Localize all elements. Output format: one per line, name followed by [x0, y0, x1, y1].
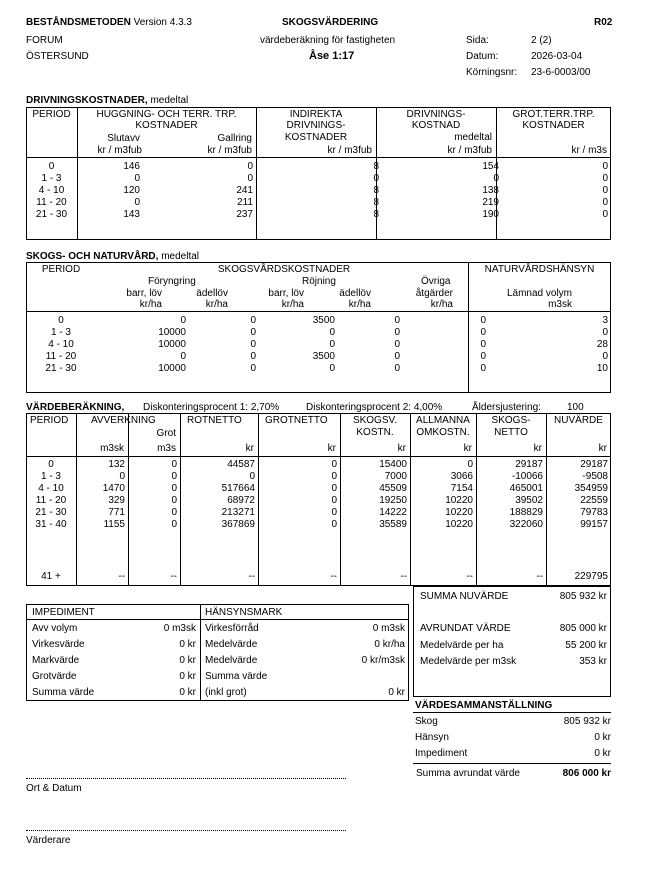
varde-row-cell: 213271 — [221, 507, 255, 518]
drivning-row-cell: 0 — [602, 209, 608, 220]
drivning-row-cell: 0 — [48, 161, 55, 172]
drivning-period-header: PERIOD — [32, 109, 71, 120]
drivning-row-cell: 120 — [123, 185, 140, 196]
run-value: 23-6-0003/00 — [531, 67, 591, 78]
sammanstallning-row-value: 0 kr — [594, 732, 611, 743]
org-city: ÖSTERSUND — [26, 51, 89, 62]
varde-row-cell: 0 — [171, 471, 177, 482]
varde-row-cell: 0 — [171, 495, 177, 506]
varde-row — [26, 519, 611, 531]
skogsvard-row-cell: 0 — [180, 351, 186, 362]
impediment-row-label: Markvärde — [32, 655, 80, 666]
varde-row-cell: -10066 — [511, 471, 543, 482]
varde-allmanna-header: ALLMANNA — [416, 415, 470, 426]
version-label: Version 4.3.3 — [133, 17, 192, 28]
varde-row-cell: -- — [536, 571, 543, 582]
drivning-row — [26, 209, 611, 221]
drivning-kostnad-header: DRIVNINGS- — [406, 109, 466, 120]
skogsvard-row-cell: 0 — [394, 363, 400, 374]
impediment-row-value: 0 kr — [179, 687, 196, 698]
drivning-section-title: DRIVNINGSKOSTNADER, medeltal — [26, 95, 189, 106]
skogsvard-row-cell: 0 — [58, 315, 64, 326]
drivning-row-cell: 0 — [493, 173, 499, 184]
avrundat-value: 805 000 kr — [559, 623, 607, 634]
skogsvard-row-cell: 1 - 3 — [50, 327, 71, 338]
skogsvard-row-cell: 0 — [480, 327, 486, 338]
varde-row-cell: 31 - 40 — [35, 519, 67, 530]
varde-row-cell: 0 — [331, 471, 337, 482]
skogsvard-table — [26, 315, 611, 375]
hansynsmark-row-label: Virkesförråd — [205, 623, 259, 634]
drivning-row-cell: 190 — [482, 209, 499, 220]
hansynsmark-row-value: 0 kr/ha — [374, 639, 405, 650]
skogsvard-row-cell: 0 — [250, 315, 256, 326]
varde-row-cell: 15400 — [379, 459, 407, 470]
skogsvard-row-cell: 10000 — [158, 339, 186, 350]
varde-row — [26, 571, 611, 583]
hansynsmark-row-label: (inkl grot) — [205, 687, 247, 698]
varde-row-cell: 0 — [331, 495, 337, 506]
drivning-row-cell: 0 — [602, 197, 608, 208]
impediment-row-label: Summa värde — [32, 687, 95, 698]
varde-row-cell: 329 — [108, 495, 125, 506]
varde-row-cell: 10220 — [445, 519, 473, 530]
drivning-row-cell: 237 — [236, 209, 253, 220]
skogsvard-row-cell: 0 — [329, 339, 335, 350]
varde-row-cell: 0 — [171, 483, 177, 494]
medel-ha-label: Medelvärde per ha — [420, 640, 504, 651]
drivning-row-cell: 8 — [373, 185, 379, 196]
varde-row-cell: 517664 — [221, 483, 255, 494]
naturvard-header: NATURVÅRDSHÄNSYN — [484, 264, 595, 275]
drivning-row-cell: 1 - 3 — [41, 173, 62, 184]
skogsvard-row-cell: 0 — [394, 315, 400, 326]
drivning-row-cell: 0 — [373, 173, 379, 184]
skogsvard-row-cell: 0 — [602, 351, 608, 362]
varde-row-cell: 10220 — [445, 495, 473, 506]
drivning-row — [26, 161, 611, 173]
varde-row-cell: 3066 — [450, 471, 473, 482]
run-label: Körningsnr: — [466, 67, 518, 78]
varde-row-cell: -- — [400, 571, 407, 582]
varde-row-cell: 188829 — [509, 507, 543, 518]
impediment-row-value: 0 kr — [179, 655, 196, 666]
hansynsmark-row-value: 0 kr — [388, 687, 405, 698]
date-value: 2026-03-04 — [531, 51, 583, 62]
skogsvard-row-cell: 10000 — [158, 327, 186, 338]
varde-row-cell: 1470 — [102, 483, 125, 494]
varderare-label: Värderare — [26, 835, 71, 846]
varde-row-cell: 0 — [171, 459, 177, 470]
drivning-row-cell: 154 — [482, 161, 499, 172]
disk1-value: 2,70% — [250, 402, 280, 413]
varde-row-cell: 465001 — [509, 483, 543, 494]
skogsvard-row — [26, 327, 611, 339]
varde-row-cell: -- — [248, 571, 255, 582]
varde-row-cell: 229795 — [574, 571, 608, 582]
impediment-row-value: 0 kr — [179, 639, 196, 650]
skogsvard-row-cell: 3 — [602, 315, 608, 326]
varde-row-cell: 771 — [108, 507, 125, 518]
varde-row-cell: 39502 — [515, 495, 543, 506]
drivning-row-cell: 0 — [602, 173, 608, 184]
varde-row-cell: 322060 — [509, 519, 543, 530]
varde-row-cell: 19250 — [379, 495, 407, 506]
varde-row-cell: -- — [330, 571, 337, 582]
report-code: R02 — [594, 17, 613, 28]
varde-nuvarde-header: NUVÄRDE — [554, 415, 603, 426]
disk2-label: Diskonteringsprocent 2: — [306, 402, 412, 413]
varde-row-cell: 4 - 10 — [38, 483, 64, 494]
skogsvard-row-cell: 0 — [250, 339, 256, 350]
skogsvard-period-header: PERIOD — [41, 264, 81, 275]
varde-row-cell: 367869 — [221, 519, 255, 530]
skogsvard-row-cell: 0 — [480, 363, 486, 374]
medel-ha-value: 55 200 kr — [565, 640, 607, 651]
skogsvard-row-cell: 10000 — [158, 363, 186, 374]
varde-row-cell: 11 - 20 — [35, 495, 67, 506]
drivning-hugg-header: HUGGNING- OCH TERR. TRP. — [96, 109, 237, 120]
drivning-row-cell: 4 - 10 — [38, 185, 65, 196]
avrundat-label: AVRUNDAT VÄRDE — [420, 623, 511, 634]
varde-row — [26, 459, 611, 471]
document-title: SKOGSVÄRDERING — [282, 17, 379, 28]
ort-datum-label: Ort & Datum — [26, 783, 82, 794]
drivning-row-cell: 0 — [134, 197, 140, 208]
drivning-table — [26, 161, 611, 221]
drivning-row-cell: 0 — [247, 173, 253, 184]
varde-row-cell: 0 — [331, 459, 337, 470]
sammanstallning-row-label: Skog — [415, 716, 438, 727]
varde-row-cell: -- — [466, 571, 473, 582]
varde-table — [26, 459, 611, 531]
drivning-row-cell: 11 - 20 — [36, 197, 67, 208]
varde-row-cell: 0 — [249, 471, 255, 482]
drivning-row-cell: 241 — [236, 185, 253, 196]
varde-grotnetto-header: GROTNETTO — [265, 415, 328, 426]
varde-row-cell: 354959 — [574, 483, 608, 494]
varde-row-cell: 22559 — [580, 495, 608, 506]
skogsvard-row-cell: 0 — [480, 339, 486, 350]
varde-row-cell: 132 — [108, 459, 125, 470]
page-label: Sida: — [466, 35, 489, 46]
varde-section-title: VÄRDEBERÄKNING, — [26, 402, 125, 413]
app-title — [26, 17, 192, 28]
skogsvard-row — [26, 315, 611, 327]
skogsvard-row-cell: 0 — [602, 327, 608, 338]
varde-row-cell: 68972 — [227, 495, 255, 506]
sammanstallning-row-label: Impediment — [415, 748, 468, 759]
skogsvard-row-cell: 0 — [180, 315, 186, 326]
skogsvard-row-cell: 0 — [394, 339, 400, 350]
date-label: Datum: — [466, 51, 499, 62]
varde-row-cell: 0 — [331, 507, 337, 518]
sammanstallning-row-value: 805 932 kr — [563, 716, 611, 727]
impediment-row-label: Virkesvärde — [32, 639, 85, 650]
skogsvard-row-cell: 0 — [480, 351, 486, 362]
varde-skogsnetto-header: SKOGS- — [491, 415, 531, 426]
skogsvard-row — [26, 363, 611, 375]
skogsvard-section-title: SKOGS- OCH NATURVÅRD, medeltal — [26, 251, 200, 262]
varde-row-cell: 7000 — [384, 471, 407, 482]
varde-row-cell: 0 — [48, 459, 54, 470]
skogsvard-row-cell: 4 - 10 — [48, 339, 74, 350]
varde-row-cell: 99157 — [580, 519, 608, 530]
varde-row-cell: 10220 — [445, 507, 473, 518]
drivning-row-cell: 8 — [373, 209, 379, 220]
varde-period-header: PERIOD — [30, 415, 69, 426]
varde-skogsv-header: SKOGSV. — [352, 415, 398, 426]
drivning-grot-header: GROT.TERR.TRP. — [512, 109, 595, 120]
drivning-row-cell: 0 — [602, 185, 608, 196]
drivning-row-cell: 146 — [123, 161, 140, 172]
skogsvard-row-cell: 10 — [596, 363, 608, 374]
varde-row-cell: 79783 — [580, 507, 608, 518]
varde-row — [26, 507, 611, 519]
skogsvard-row — [26, 339, 611, 351]
varde-avverkning-header: AVVERKNING — [91, 415, 156, 426]
varde-row-cell: 44587 — [227, 459, 255, 470]
varde-row-cell: 35589 — [379, 519, 407, 530]
varde-row-cell: 0 — [171, 519, 177, 530]
impediment-row-value: 0 kr — [179, 671, 196, 682]
skogsvard-row-cell: 0 — [394, 351, 400, 362]
impediment-title: IMPEDIMENT — [32, 607, 95, 618]
varde-row-cell: 1155 — [103, 519, 125, 530]
skogsvard-row-cell: 0 — [250, 363, 256, 374]
varde-row-cell: 29187 — [580, 459, 608, 470]
hansynsmark-row-label: Medelvärde — [205, 655, 258, 666]
drivning-indirekta-header: INDIREKTA — [289, 109, 343, 120]
drivning-row-cell: 143 — [123, 209, 140, 220]
summa-avrundat-value: 806 000 kr — [562, 768, 611, 779]
skogsvard-row-cell: 0 — [480, 315, 486, 326]
varde-rotnetto-header: ROTNETTO — [187, 415, 242, 426]
varde-row-cell: 41 + — [41, 571, 61, 582]
varderare-line[interactable] — [26, 830, 346, 831]
varde-row-cell: 7154 — [450, 483, 473, 494]
sammanstallning-row-label: Hänsyn — [415, 732, 449, 743]
varde-last-row — [26, 571, 611, 583]
ort-datum-line[interactable] — [26, 778, 346, 779]
sammanstallning-row-value: 0 kr — [594, 748, 611, 759]
medel-m3-label: Medelvärde per m3sk — [420, 656, 517, 667]
varde-row — [26, 495, 611, 507]
skogsvard-row-cell: 0 — [250, 327, 256, 338]
varde-row-cell: 0 — [119, 471, 125, 482]
drivning-row-cell: 0 — [247, 161, 253, 172]
varde-row-cell: 29187 — [515, 459, 543, 470]
skogsvard-row-cell: 21 - 30 — [45, 363, 77, 374]
drivning-row — [26, 185, 611, 197]
sammanstallning-title: VÄRDESAMMANSTÄLLNING — [415, 700, 553, 711]
drivning-row — [26, 173, 611, 185]
drivning-row — [26, 197, 611, 209]
impediment-row-label: Avv volym — [32, 623, 78, 634]
org-name: FORUM — [26, 35, 63, 46]
skogsvard-kostnader-header: SKOGSVÅRDSKOSTNADER — [217, 264, 351, 275]
summa-avrundat-label: Summa avrundat värde — [416, 768, 520, 779]
hansynsmark-row-value: 0 kr/m3sk — [361, 655, 405, 666]
varde-row-cell: 1 - 3 — [40, 471, 61, 482]
varde-row-cell: 45509 — [379, 483, 407, 494]
varde-row — [26, 483, 611, 495]
varde-row-cell: 0 — [331, 483, 337, 494]
document-subtitle: värdeberäkning för fastigheten — [260, 35, 396, 46]
varde-row-cell: -- — [118, 571, 125, 582]
impediment-row-label: Grotvärde — [32, 671, 77, 682]
drivning-row-cell: 211 — [237, 197, 253, 208]
skogsvard-row-cell: 28 — [596, 339, 608, 350]
drivning-row-cell: 219 — [482, 197, 499, 208]
skogsvard-row-cell: 0 — [329, 327, 335, 338]
summa-nuvarde-label: SUMMA NUVÄRDE — [420, 591, 509, 602]
varde-row-cell: -- — [170, 571, 177, 582]
drivning-row-cell: 0 — [602, 161, 608, 172]
varde-row — [26, 471, 611, 483]
varde-row-cell: 21 - 30 — [35, 507, 67, 518]
page-value: 2 (2) — [531, 35, 552, 46]
company-name: BESTÅNDSMETODEN — [26, 17, 131, 28]
drivning-row-cell: 138 — [482, 185, 499, 196]
skogsvard-row-cell: 11 - 20 — [45, 351, 77, 362]
skogsvard-row — [26, 351, 611, 363]
skogsvard-row-cell: 0 — [329, 363, 335, 374]
alder-value: 100 — [567, 402, 584, 413]
drivning-row-cell: 0 — [134, 173, 140, 184]
hansynsmark-title: HÄNSYNSMARK — [205, 607, 283, 618]
skogsvard-row-cell: 0 — [394, 327, 400, 338]
drivning-row-cell: 8 — [373, 197, 379, 208]
varde-row-cell: 0 — [467, 459, 473, 470]
disk2-value: 4,00% — [413, 402, 443, 413]
skogsvard-row-cell: 3500 — [312, 315, 335, 326]
hansynsmark-row-value: 0 m3sk — [372, 623, 405, 634]
summa-nuvarde-value: 805 932 kr — [559, 591, 607, 602]
drivning-row-cell: 8 — [373, 161, 379, 172]
varde-row-cell: 0 — [331, 519, 337, 530]
property-name: Åse 1:17 — [309, 50, 355, 62]
hansynsmark-row-label: Summa värde — [205, 671, 268, 682]
varde-row-cell: 14222 — [379, 507, 407, 518]
impediment-row-value: 0 m3sk — [163, 623, 196, 634]
skogsvard-row-cell: 0 — [250, 351, 256, 362]
hansynsmark-row-label: Medelvärde — [205, 639, 258, 650]
varde-row-cell: 0 — [171, 507, 177, 518]
skogsvard-row-cell: 3500 — [312, 351, 335, 362]
alder-label: Åldersjustering: — [472, 402, 541, 413]
varde-row-cell: -9508 — [582, 471, 608, 482]
medel-m3-value: 353 kr — [579, 656, 607, 667]
drivning-row-cell: 21 - 30 — [35, 209, 68, 220]
disk1-label: Diskonteringsprocent 1: — [143, 402, 249, 413]
